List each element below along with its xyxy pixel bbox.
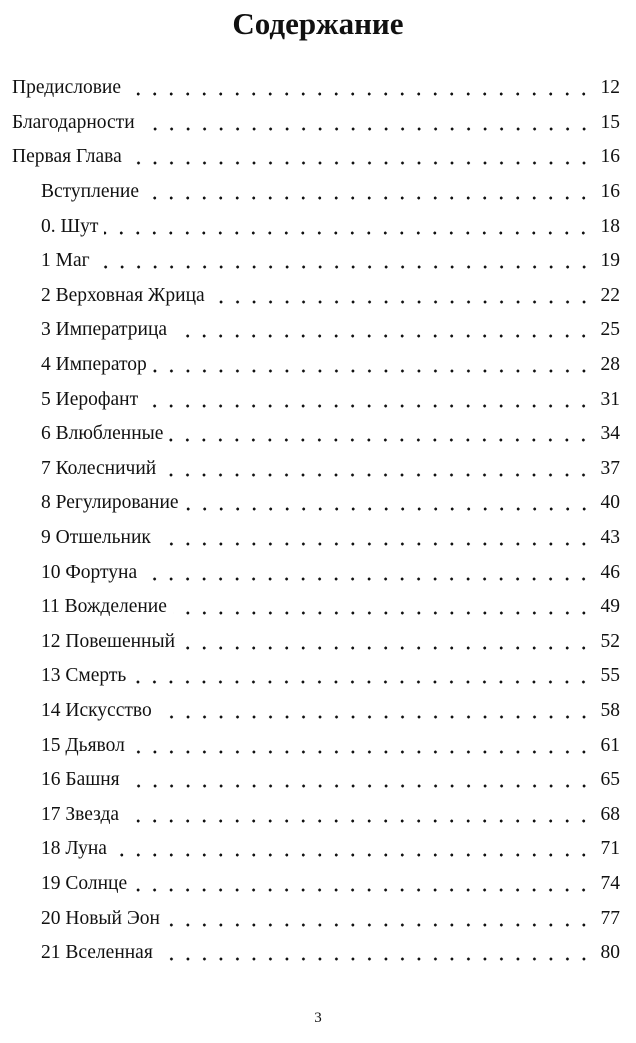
dot-leader: [132, 679, 592, 685]
toc-entry: [12, 382, 620, 417]
toc-entry-page: 16: [600, 181, 620, 203]
toc-entry-title: Предисловие: [12, 77, 127, 99]
dot-leader: [125, 818, 592, 824]
toc-entry-title: 20 Новый Эон: [41, 908, 166, 930]
toc-entry-title: 2 Верховная Жрица: [41, 285, 211, 307]
toc-entry: [12, 209, 620, 244]
toc-entry-page: 52: [600, 630, 620, 652]
toc-entry: [12, 417, 620, 452]
dot-leader: [131, 749, 592, 755]
toc-entry: [12, 797, 620, 832]
toc-entry-title: 0. Шут: [41, 216, 104, 238]
dot-leader: [127, 91, 592, 97]
toc-entry-page: 68: [600, 803, 620, 825]
dot-leader: [141, 126, 592, 132]
toc-entry-title: 18 Луна: [41, 838, 113, 860]
toc-entry-page: 31: [600, 388, 620, 410]
toc-entry-page: 15: [600, 111, 620, 133]
toc-entry-page: 71: [600, 838, 620, 860]
toc-entry-title: 8 Регулирование: [41, 492, 185, 514]
toc-entry-title: 1 Маг: [41, 250, 96, 272]
dot-leader: [173, 610, 592, 616]
toc-entry: [12, 244, 620, 279]
table-of-contents: [12, 71, 620, 970]
dot-leader: [158, 714, 592, 720]
toc-entry-title: 7 Колесничий: [41, 458, 162, 480]
toc-entry-page: 55: [600, 665, 620, 687]
dot-leader: [145, 195, 592, 201]
toc-entry-title: 4 Император: [41, 354, 153, 376]
toc-entry-page: 74: [600, 872, 620, 894]
dot-leader: [169, 437, 592, 443]
dot-leader: [211, 299, 592, 305]
toc-entry-title: 6 Влюбленные: [41, 423, 169, 445]
dot-leader: [162, 472, 592, 478]
toc-entry-title: 14 Искусство: [41, 700, 158, 722]
toc-entry: [12, 590, 620, 625]
toc-entry: [12, 936, 620, 971]
dot-leader: [159, 956, 592, 962]
dot-leader: [173, 333, 592, 339]
toc-entry-page: 40: [600, 492, 620, 514]
toc-entry: [12, 694, 620, 729]
toc-entry-title: 10 Фортуна: [41, 562, 143, 584]
toc-entry: [12, 71, 620, 106]
toc-entry: [12, 625, 620, 660]
toc-entry: [12, 832, 620, 867]
toc-entry-page: 43: [600, 527, 620, 549]
dot-leader: [133, 887, 592, 893]
dot-leader: [104, 230, 592, 236]
dot-leader: [144, 403, 592, 409]
toc-entry-page: 80: [600, 942, 620, 964]
toc-entry-title: 11 Вожделение: [41, 596, 173, 618]
page-number: 3: [314, 1010, 322, 1026]
toc-entry: [12, 348, 620, 383]
toc-entry-page: 77: [600, 907, 620, 929]
toc-entry-title: Первая Глава: [12, 146, 128, 168]
toc-entry-page: 16: [600, 146, 620, 168]
toc-entry: [12, 659, 620, 694]
dot-leader: [157, 541, 592, 547]
toc-entry-title: 19 Солнце: [41, 873, 133, 895]
dot-leader: [96, 264, 592, 270]
toc-entry: [12, 279, 620, 314]
toc-entry: [12, 452, 620, 487]
toc-entry: [12, 728, 620, 763]
toc-entry-title: Вступление: [41, 181, 145, 203]
toc-entry-page: 34: [600, 423, 620, 445]
toc-entry-page: 28: [600, 354, 620, 376]
toc-entry: [12, 313, 620, 348]
toc-entry: [12, 521, 620, 556]
dot-leader: [128, 160, 592, 166]
dot-leader: [126, 783, 592, 789]
toc-entry-page: 19: [600, 250, 620, 272]
toc-entry: [12, 763, 620, 798]
toc-entry: [12, 486, 620, 521]
toc-entry-page: 12: [600, 77, 620, 99]
toc-entry: [12, 867, 620, 902]
toc-entry-page: 25: [600, 319, 620, 341]
dot-leader: [143, 576, 592, 582]
toc-entry-page: 58: [600, 699, 620, 721]
toc-entry-page: 18: [600, 215, 620, 237]
dot-leader: [181, 645, 592, 651]
toc-entry: [12, 175, 620, 210]
toc-entry-title: 5 Иерофант: [41, 389, 144, 411]
toc-entry-title: 15 Дьявол: [41, 735, 131, 757]
toc-entry: [12, 901, 620, 936]
toc-entry-page: 65: [600, 769, 620, 791]
toc-entry-title: Благодарности: [12, 112, 141, 134]
dot-leader: [185, 506, 592, 512]
toc-entry: [12, 555, 620, 590]
toc-entry-page: 37: [600, 457, 620, 479]
dot-leader: [153, 368, 592, 374]
page-title: Содержание: [232, 6, 404, 41]
toc-entry-page: 46: [600, 561, 620, 583]
toc-entry-title: 13 Смерть: [41, 665, 132, 687]
toc-entry-page: 61: [600, 734, 620, 756]
toc-entry-page: 22: [600, 284, 620, 306]
toc-entry-title: 17 Звезда: [41, 804, 125, 826]
toc-entry-page: 49: [600, 596, 620, 618]
toc-entry-title: 3 Императрица: [41, 319, 173, 341]
toc-entry-title: 9 Отшельник: [41, 527, 157, 549]
toc-entry-title: 12 Повешенный: [41, 631, 181, 653]
toc-entry-title: 21 Вселенная: [41, 942, 159, 964]
toc-entry: [12, 106, 620, 141]
toc-entry-title: 16 Башня: [41, 769, 126, 791]
dot-leader: [113, 852, 592, 858]
dot-leader: [166, 922, 592, 928]
toc-entry: [12, 140, 620, 175]
